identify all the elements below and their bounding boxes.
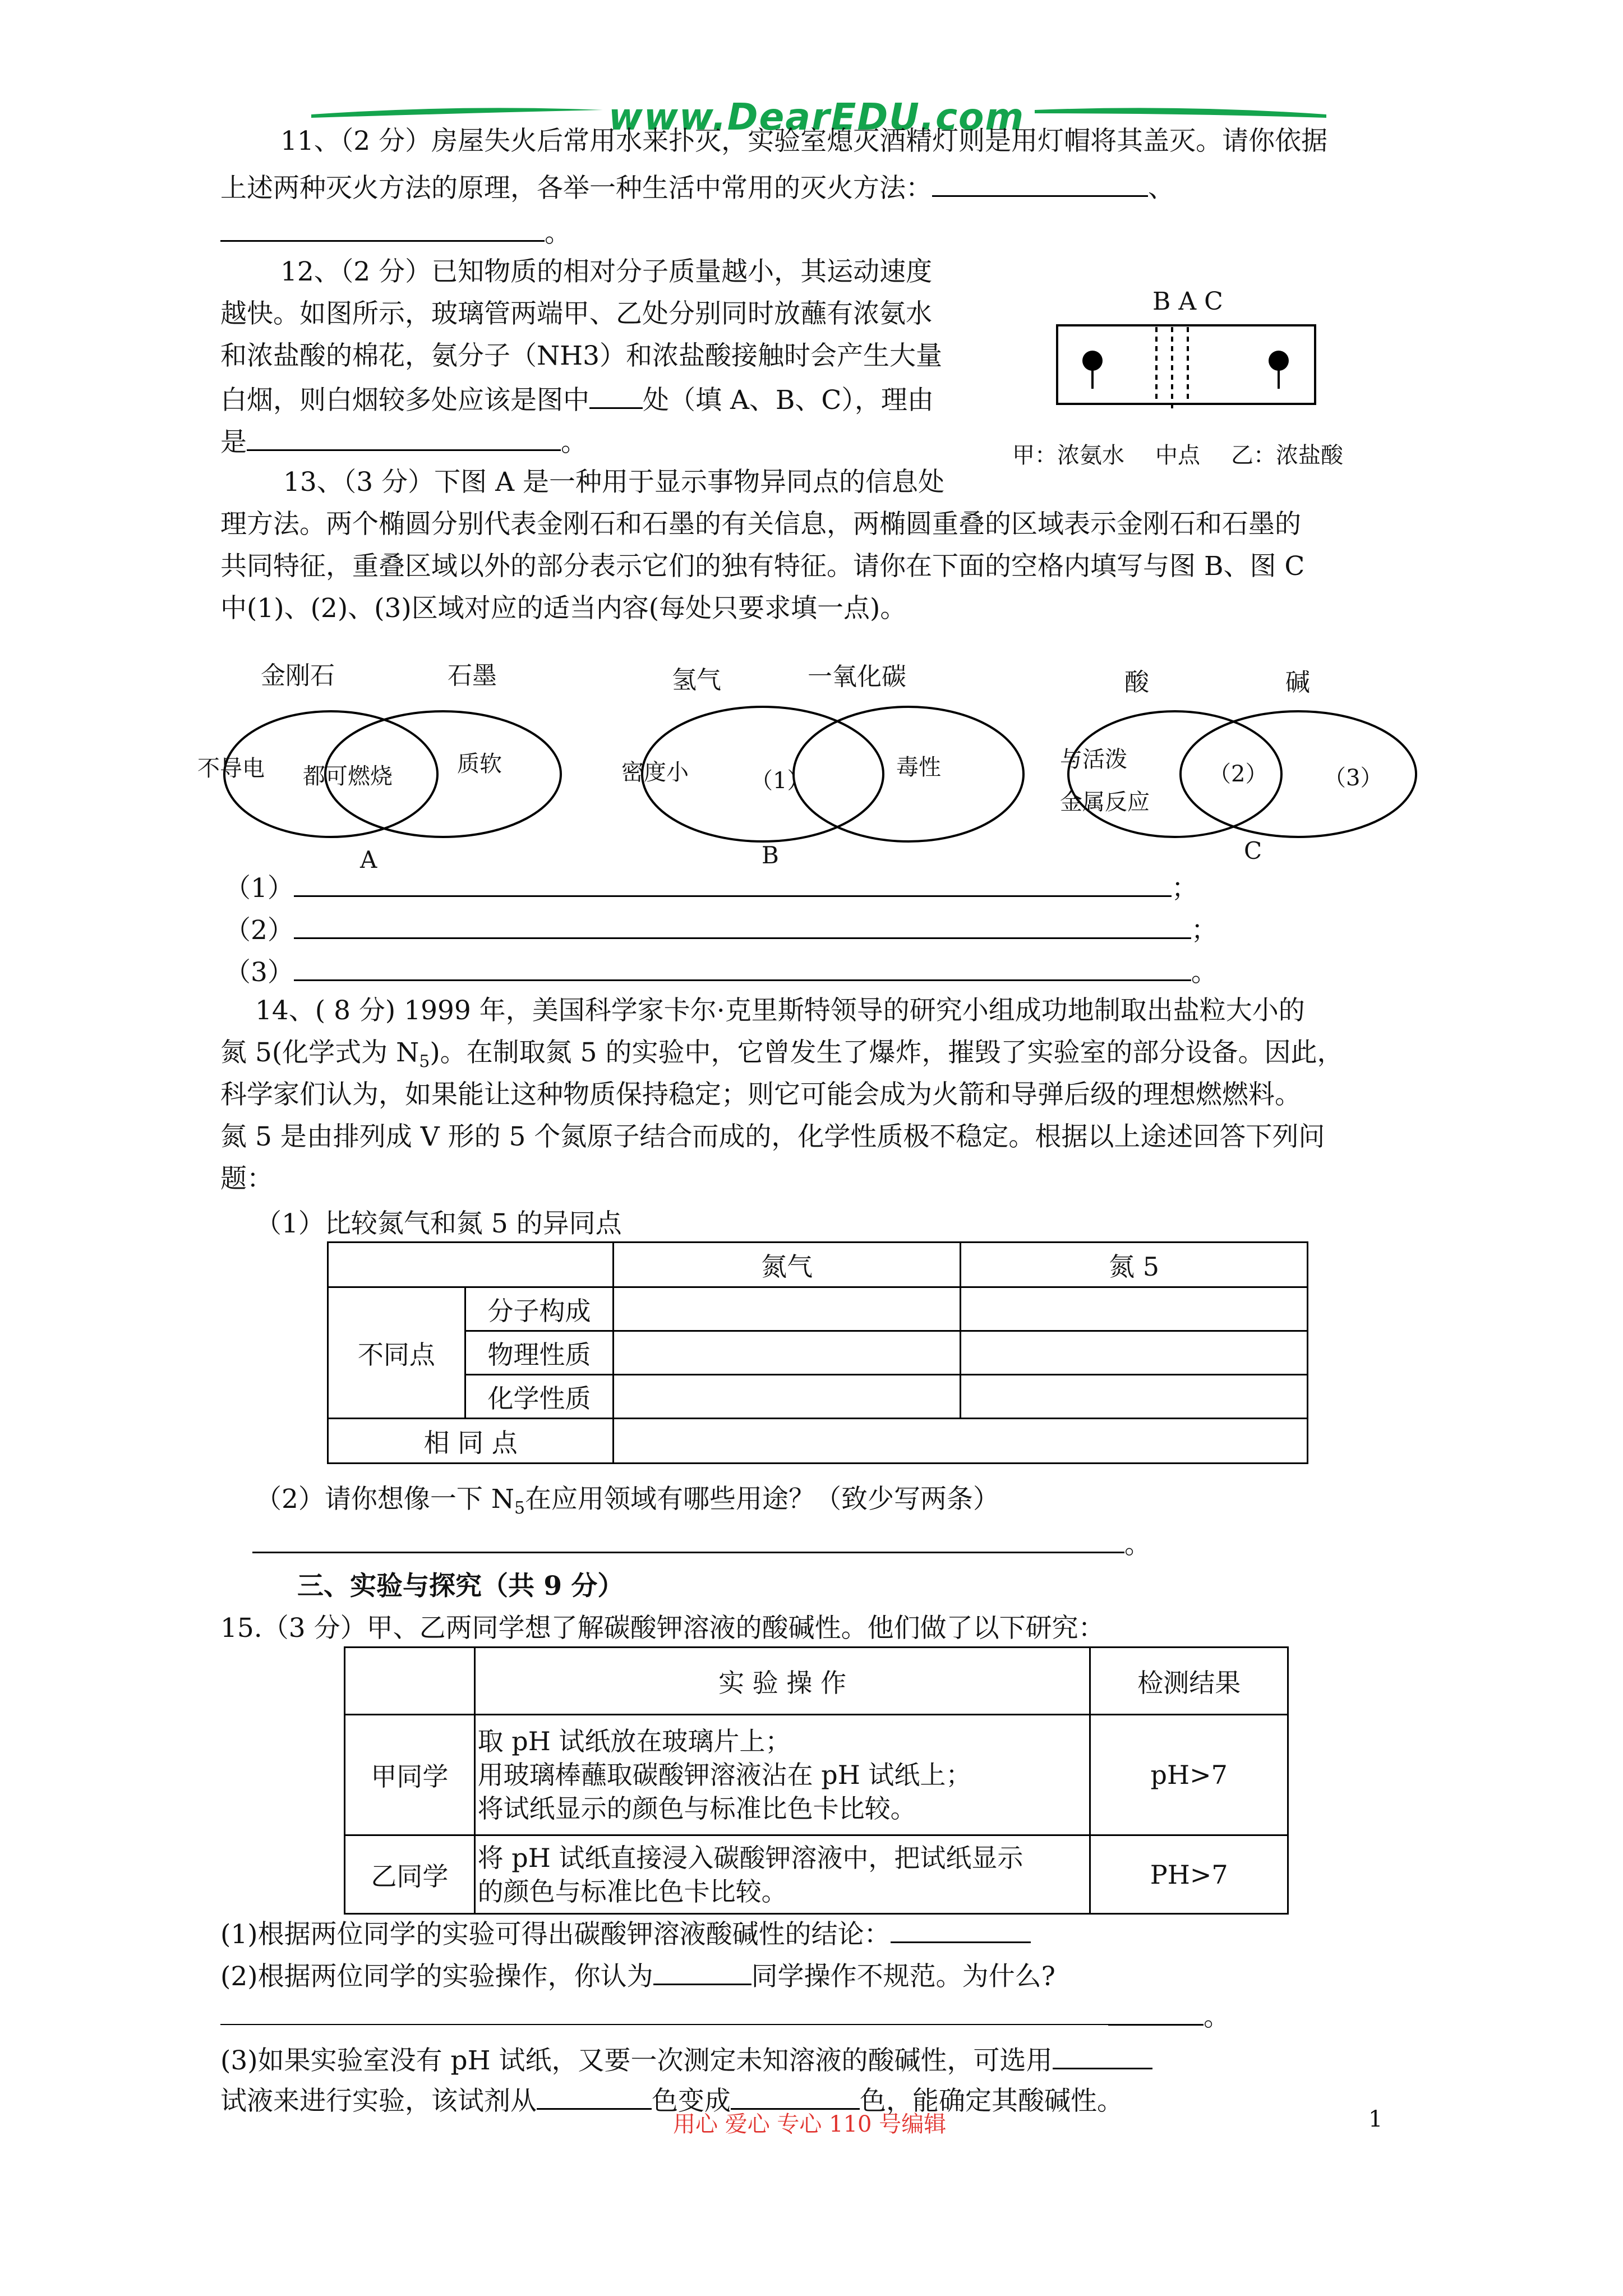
venn-A-right-title: 石墨 <box>448 661 497 690</box>
q14-row-same: 相 同 点 <box>328 1419 614 1464</box>
q14-cell-same[interactable] <box>614 1419 1308 1464</box>
q14-cell[interactable] <box>961 1375 1308 1419</box>
q15-header-operation: 实 验 操 作 <box>474 1648 1090 1715</box>
q15-q3-line1: (3)如果实验室没有 pH 试纸，又要一次测定未知溶液的酸碱性，可选用 <box>220 2042 1152 2078</box>
q15-row-jia: 甲同学 <box>345 1715 475 1835</box>
q14-comparison-table <box>327 1241 1308 1464</box>
tube-right-label: 乙：浓盐酸 <box>1231 443 1343 468</box>
q13-line2: 理方法。两个椭圆分别代表金刚石和石墨的有关信息，两椭圆重叠的区域表示金刚石和石墨的 <box>220 509 1301 540</box>
venn-A-left-title: 金刚石 <box>261 661 335 690</box>
q11-blank-2[interactable] <box>220 214 545 242</box>
q13-answer-3: （3） 。 <box>224 954 1218 990</box>
q15-q1-blank[interactable] <box>891 1916 1031 1943</box>
q14-line5: 题： <box>220 1163 273 1194</box>
venn-B-left-title: 氢气 <box>672 666 721 694</box>
q13-answer-2: （2） ； <box>224 912 1218 947</box>
q14-row-label: 物理性质 <box>465 1331 614 1375</box>
q14-answer-blank[interactable] <box>252 1526 1124 1553</box>
tube-left-label: 甲：浓氨水 <box>1012 443 1124 468</box>
q13-line4: 中(1)、(2)、(3)区域对应的适当内容(每处只要求填一点)。 <box>220 593 907 624</box>
q12-line1: 12、（2 分）已知物质的相对分子质量越小，其运动速度 <box>280 256 933 287</box>
q15-q2-blank-who[interactable] <box>653 1958 751 1985</box>
q15-header-result: 检测结果 <box>1090 1648 1288 1715</box>
venn-B-label: B <box>762 841 779 869</box>
venn-C-right-text: （3） <box>1324 765 1383 791</box>
q15-experiment-table <box>344 1646 1289 1915</box>
footer-text: 用心 爱心 专心 110 号编辑 <box>673 2111 947 2137</box>
venn-B-right-text: 毒性 <box>896 754 941 780</box>
venn-A-right-text: 质软 <box>457 751 502 777</box>
venn-C-left-text-2: 金属反应 <box>1060 789 1150 815</box>
venn-A-left-text: 不导电 <box>197 756 265 781</box>
venn-C-label: C <box>1244 837 1262 864</box>
venn-B-overlap-text: （1） <box>750 768 810 794</box>
q11-line3: 。 <box>220 214 571 250</box>
q14-line2: 氮 5(化学式为 $N_5$)。在制取氮 5 的实验中，它曾发生了爆炸，摧毁了实验室的部分设备。因此， <box>220 1037 1344 1071</box>
q12-line5: 是 。 <box>220 424 587 459</box>
q15-q3-blank-from[interactable] <box>537 2082 652 2110</box>
q14-line4: 氮 5 是由排列成 V 形的 5 个氮原子结合而成的，化学性质极不稳定。根据以上途述回答下列问 <box>220 1121 1325 1152</box>
q15-ops-yi: 将 pH 试纸直接浸入碳酸钾溶液中，把试纸显示 的颜色与标准比色卡比较。 <box>474 1835 1090 1914</box>
q15-result-yi: PH>7 <box>1090 1835 1288 1914</box>
venn-C-overlap-text: （2） <box>1209 761 1268 787</box>
page-number: 1 <box>1368 2106 1383 2132</box>
venn-C-right-title: 碱 <box>1285 668 1310 697</box>
q14-col-nitrogen: 氮气 <box>614 1243 961 1287</box>
q14-line3: 科学家们认为，如果能让这种物质保持稳定；则它可能会成为火箭和导弹后级的理想燃燃料。 <box>220 1079 1301 1110</box>
q14-cell[interactable] <box>961 1331 1308 1375</box>
q11-blank-1[interactable] <box>932 169 1148 197</box>
q15-q2: (2)根据两位同学的实验操作，你认为 同学操作不规范。为什么? <box>220 1958 1055 1994</box>
q15-q2-answer-blank[interactable] <box>1108 1998 1204 2026</box>
q15-q3-blank-indicator[interactable] <box>1053 2042 1152 2069</box>
q13-answer-1-blank[interactable] <box>294 869 1172 897</box>
tube-mid-label: 中点 <box>1155 443 1200 468</box>
q14-cell[interactable] <box>614 1331 961 1375</box>
q15-result-jia: pH>7 <box>1090 1715 1288 1835</box>
q15-ops-jia: 取 pH 试纸放在玻璃片上； 用玻璃棒蘸取碳酸钾溶液沾在 pH 试纸上； 将试纸显示的颜色与标准比色卡比较。 <box>474 1715 1090 1835</box>
q14-col-n5: 氮 5 <box>961 1243 1308 1287</box>
q13-line1: 13、（3 分）下图 A 是一种用于显示事物异同点的信息处 <box>283 467 944 498</box>
q14-line1: 14、( 8 分) 1999 年，美国科学家卡尔·克里斯特领导的研究小组成功地制取出盐粒大小的 <box>255 995 1305 1026</box>
q11-line1: 11、（2 分）房屋失火后常用水来扑灭，实验室熄灭酒精灯则是用灯帽将其盖灭。请你依据 <box>280 126 1328 157</box>
q14-sub2: （2）请你想像一下 $N_5$在应用领域有哪些用途？（致少写两条） <box>255 1484 1000 1518</box>
q13-line3: 共同特征，重叠区域以外的部分表示它们的独有特征。请你在下面的空格内填写与图 B、图 C <box>220 551 1305 582</box>
q14-sub1: （1）比较氮气和氮 5 的异同点 <box>255 1208 622 1239</box>
q15-q3-line2: 试液来进行实验，该试剂从 色变成 色，能确定其酸碱性。 <box>220 2082 1123 2118</box>
q12-blank-position[interactable] <box>589 381 643 409</box>
q15-line1: 15.（3 分）甲、乙两同学想了解碳酸钾溶液的酸碱性。他们做了以下研究： <box>220 1613 1105 1644</box>
q12-line3: 和浓盐酸的棉花，氨分子（NH3）和浓盐酸接触时会产生大量 <box>220 341 943 371</box>
venn-A-label: A <box>360 846 377 873</box>
section-3-title: 三、实验与探究（共 9 分） <box>297 1571 624 1602</box>
venn-C-left-title: 酸 <box>1124 668 1149 697</box>
q15-q2-answer-line[interactable] <box>220 2024 1108 2025</box>
q14-cell[interactable] <box>961 1287 1308 1331</box>
venn-B-left-text: 密度小 <box>621 760 689 785</box>
q14-cell[interactable] <box>614 1287 961 1331</box>
q15-row-yi: 乙同学 <box>345 1835 475 1914</box>
q13-answer-3-blank[interactable] <box>294 954 1191 981</box>
q14-row-group-diff: 不同点 <box>328 1287 465 1419</box>
header-logo: www.DearEDU.com <box>608 95 1025 139</box>
q14-row-label: 分子构成 <box>465 1287 614 1331</box>
q12-blank-reason[interactable] <box>247 424 561 451</box>
q15-q2-answer-end: 。 <box>1108 1998 1230 2034</box>
q11-line2: 上述两种灭火方法的原理，各举一种生活中常用的灭火方法： 、 <box>220 169 1174 205</box>
q14-cell[interactable] <box>614 1375 961 1419</box>
glass-tube-figure <box>1054 323 1318 412</box>
q12-line4: 白烟，则白烟较多处应该是图中 处（填 A、B、C），理由 <box>220 381 934 417</box>
venn-A-overlap-text: 都可燃烧 <box>303 763 393 789</box>
q14-table-corner <box>328 1243 614 1287</box>
q13-answer-2-blank[interactable] <box>294 912 1191 939</box>
q15-table-corner <box>345 1648 475 1715</box>
q14-answer-line: 。 <box>252 1526 1151 1562</box>
q12-line2: 越快。如图所示，玻璃管两端甲、乙处分别同时放蘸有浓氨水 <box>220 298 932 329</box>
q13-answer-1: （1） ； <box>224 869 1198 905</box>
q15-q1: (1)根据两位同学的实验可得出碳酸钾溶液酸碱性的结论： <box>220 1916 1031 1952</box>
q14-row-label: 化学性质 <box>465 1375 614 1419</box>
venn-B-right-title: 一氧化碳 <box>808 662 906 691</box>
q15-q3-blank-to[interactable] <box>731 2082 860 2110</box>
tube-top-label: B A C <box>1152 287 1223 316</box>
venn-C-left-text-1: 与活泼 <box>1060 747 1127 772</box>
